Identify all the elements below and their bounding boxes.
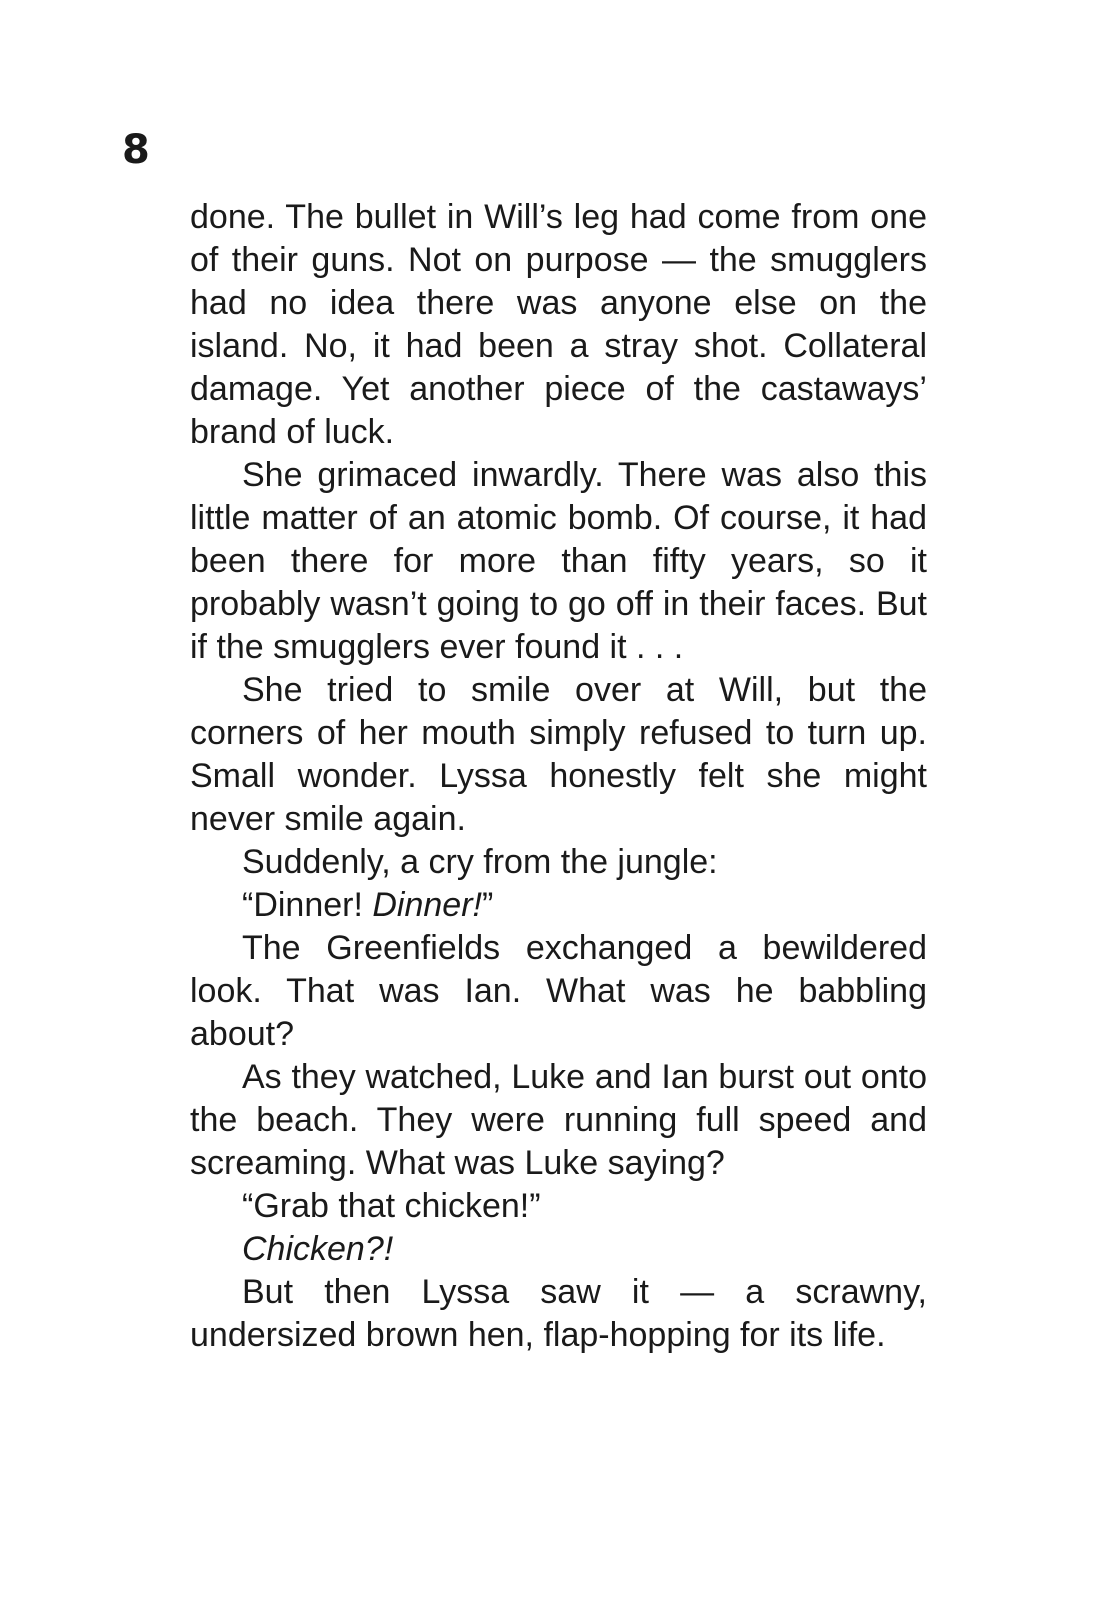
emphasis-text: Chicken?! [242,1230,394,1268]
paragraph-emphasis [190,1228,927,1271]
dialogue-emphasis: Dinner! [372,886,482,924]
body-text [190,196,927,1357]
page-number: 8 [122,127,150,173]
paragraph: But then Lyssa saw it — a scrawny, undersized brown hen, flap-hopping for its life. [190,1273,927,1354]
paragraph: She tried to smile over at Will, but the corners of her mouth simply refused to turn up. Small wonder. Lyssa honestly felt she might never smile again. [190,671,927,838]
paragraph: Suddenly, a cry from the jungle: [242,843,718,881]
dialogue-tail: ” [481,886,494,924]
paragraph: The Greenfields exchanged a bewildered look. That was Ian. What was he babbling about? [190,929,927,1053]
dialogue-lead: “Dinner! [242,886,373,924]
paragraph-dialogue [190,884,927,927]
paragraph: She grimaced inwardly. There was also this little matter of an atomic bomb. Of course, it had been there for more than fifty years, so it probably wasn’t going to go off in their faces. But if the smugglers ever found it . . . [190,456,927,666]
paragraph: done. The bullet in Will’s leg had come from one of their guns. Not on purpose — the smugglers had no idea there was anyone else on the island. No, it had been a stray shot. Collateral damage. Yet another piece of the castaways’ brand of luck. [190,198,927,451]
paragraph: As they watched, Luke and Ian burst out onto the beach. They were running full speed and screaming. What was Luke saying? [190,1058,927,1182]
paragraph: “Grab that chicken!” [242,1187,541,1225]
